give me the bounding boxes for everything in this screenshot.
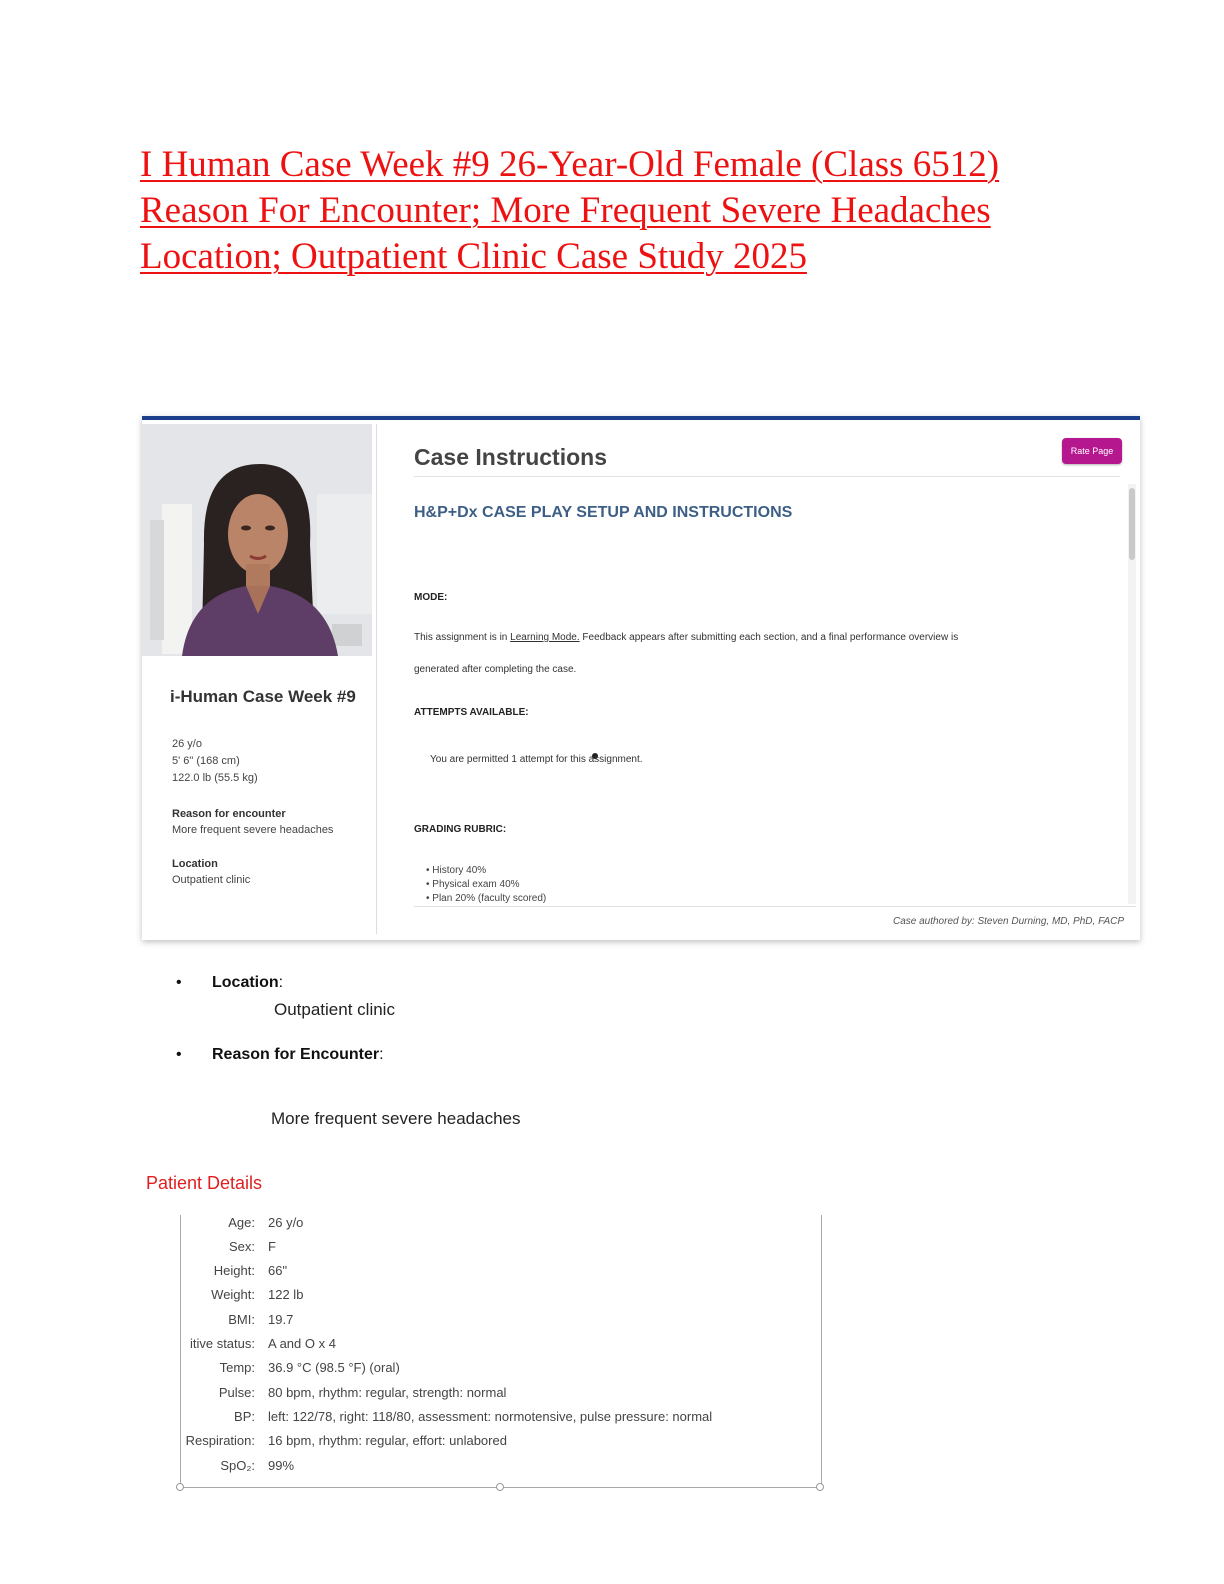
location-bullet-value: Outpatient clinic bbox=[274, 1000, 395, 1019]
patient-age: 26 y/o bbox=[172, 738, 202, 750]
learning-mode-link[interactable]: Learning Mode. bbox=[510, 632, 580, 643]
reason-value: More frequent severe headaches bbox=[172, 824, 334, 836]
bullet-icon: • bbox=[176, 974, 182, 991]
row-label: Respiration: bbox=[185, 1433, 255, 1448]
patient-height: 5' 6" (168 cm) bbox=[172, 755, 240, 767]
reason-bullet bbox=[176, 1046, 384, 1064]
row-value: A and O x 4 bbox=[268, 1336, 336, 1351]
case-author: Case authored by: Steven Durning, MD, PhD, FACP bbox=[892, 916, 1124, 927]
table-row bbox=[181, 1360, 821, 1382]
row-label: Height: bbox=[213, 1263, 255, 1278]
rubric-item: • Plan 20% (faculty scored) bbox=[426, 892, 546, 906]
table-row bbox=[181, 1385, 821, 1407]
row-label: Age: bbox=[228, 1215, 255, 1230]
location-block bbox=[172, 856, 250, 888]
table-row bbox=[181, 1312, 821, 1334]
table-row bbox=[181, 1409, 821, 1431]
location-label: Location bbox=[172, 858, 218, 870]
case-instructions-screenshot bbox=[142, 416, 1140, 940]
row-value: left: 122/78, right: 118/80, assessment: normotensive, pulse pressure: normal bbox=[268, 1409, 713, 1424]
scrollbar[interactable] bbox=[1128, 484, 1136, 904]
reason-bullet-value: More frequent severe headaches bbox=[271, 1109, 521, 1128]
mode-text-start: This assignment is in bbox=[414, 632, 511, 643]
row-value: 99% bbox=[268, 1458, 295, 1473]
location-bullet-label: Location: bbox=[212, 974, 284, 991]
row-value: 16 bpm, rhythm: regular, effort: unlabored bbox=[268, 1433, 507, 1448]
mode-heading: MODE: bbox=[414, 592, 448, 603]
row-value: 26 y/o bbox=[268, 1215, 304, 1230]
row-label: BP: bbox=[234, 1409, 255, 1424]
table-row bbox=[181, 1336, 821, 1358]
rate-page-button[interactable]: Rate Page bbox=[1062, 438, 1122, 464]
row-value: 80 bpm, rhythm: regular, strength: normal bbox=[268, 1385, 507, 1400]
row-label: itive status: bbox=[189, 1336, 255, 1351]
rubric-heading: GRADING RUBRIC: bbox=[414, 824, 507, 835]
mode-text-line2: generated after completing the case. bbox=[414, 664, 577, 675]
mode-text bbox=[414, 632, 958, 643]
setup-heading: H&P+Dx CASE PLAY SETUP AND INSTRUCTIONS bbox=[414, 504, 793, 521]
row-label: SpO₂: bbox=[220, 1458, 255, 1473]
table-row bbox=[181, 1458, 821, 1480]
row-value: 36.9 °C (98.5 °F) (oral) bbox=[268, 1360, 400, 1375]
reason-label: Reason for encounter bbox=[172, 808, 286, 820]
table-row bbox=[181, 1263, 821, 1285]
patient-weight: 122.0 lb (55.5 kg) bbox=[172, 772, 258, 784]
reason-block bbox=[172, 806, 333, 838]
patient-stats bbox=[172, 736, 258, 787]
row-label: Temp: bbox=[219, 1360, 255, 1375]
row-value: F bbox=[268, 1239, 276, 1254]
rubric-item: • History 40% bbox=[426, 864, 546, 878]
patient-details-heading: Patient Details bbox=[146, 1173, 263, 1193]
bullet-icon: • bbox=[176, 1046, 182, 1063]
resize-handle[interactable] bbox=[816, 1483, 824, 1491]
document-title[interactable]: I Human Case Week #9 26-Year-Old Female (Class 6512) Reason For Encounter; More Frequent Severe Headaches Location; Outpatient Clinic Case Study 2025 bbox=[140, 144, 1000, 277]
footer-divider bbox=[414, 906, 1136, 907]
row-value: 122 lb bbox=[268, 1287, 304, 1302]
row-label: Weight: bbox=[211, 1287, 255, 1302]
resize-handle[interactable] bbox=[176, 1483, 184, 1491]
table-row bbox=[181, 1433, 821, 1455]
attempts-heading: ATTEMPTS AVAILABLE: bbox=[414, 707, 529, 718]
table-row bbox=[181, 1239, 821, 1261]
location-value: Outpatient clinic bbox=[172, 874, 251, 886]
table-row bbox=[181, 1287, 821, 1309]
row-label: Pulse: bbox=[218, 1385, 255, 1400]
rubric-item: • Physical exam 40% bbox=[426, 878, 546, 892]
reason-bullet-label: Reason for Encounter: bbox=[212, 1046, 384, 1063]
row-value: 66" bbox=[268, 1263, 288, 1278]
mode-text-end: Feedback appears after submitting each section, and a final performance overview is bbox=[579, 632, 959, 643]
scrollbar-thumb[interactable] bbox=[1129, 488, 1135, 560]
panel-title: Case Instructions bbox=[414, 444, 607, 470]
patient-sidebar bbox=[142, 424, 377, 934]
instructions-panel bbox=[378, 424, 1136, 934]
title-divider bbox=[414, 476, 1120, 477]
patient-avatar bbox=[142, 424, 372, 656]
row-label: BMI: bbox=[228, 1312, 255, 1327]
location-bullet bbox=[176, 974, 284, 992]
resize-handle[interactable] bbox=[496, 1483, 504, 1491]
rubric-list bbox=[426, 864, 546, 906]
row-value: 19.7 bbox=[268, 1312, 294, 1327]
patient-details-table bbox=[180, 1215, 822, 1488]
row-label: Sex: bbox=[228, 1239, 255, 1254]
case-name: i-Human Case Week #9 bbox=[170, 687, 356, 706]
table-row bbox=[181, 1215, 821, 1237]
attempts-text: You are permitted 1 attempt for this assignment. bbox=[430, 754, 643, 765]
